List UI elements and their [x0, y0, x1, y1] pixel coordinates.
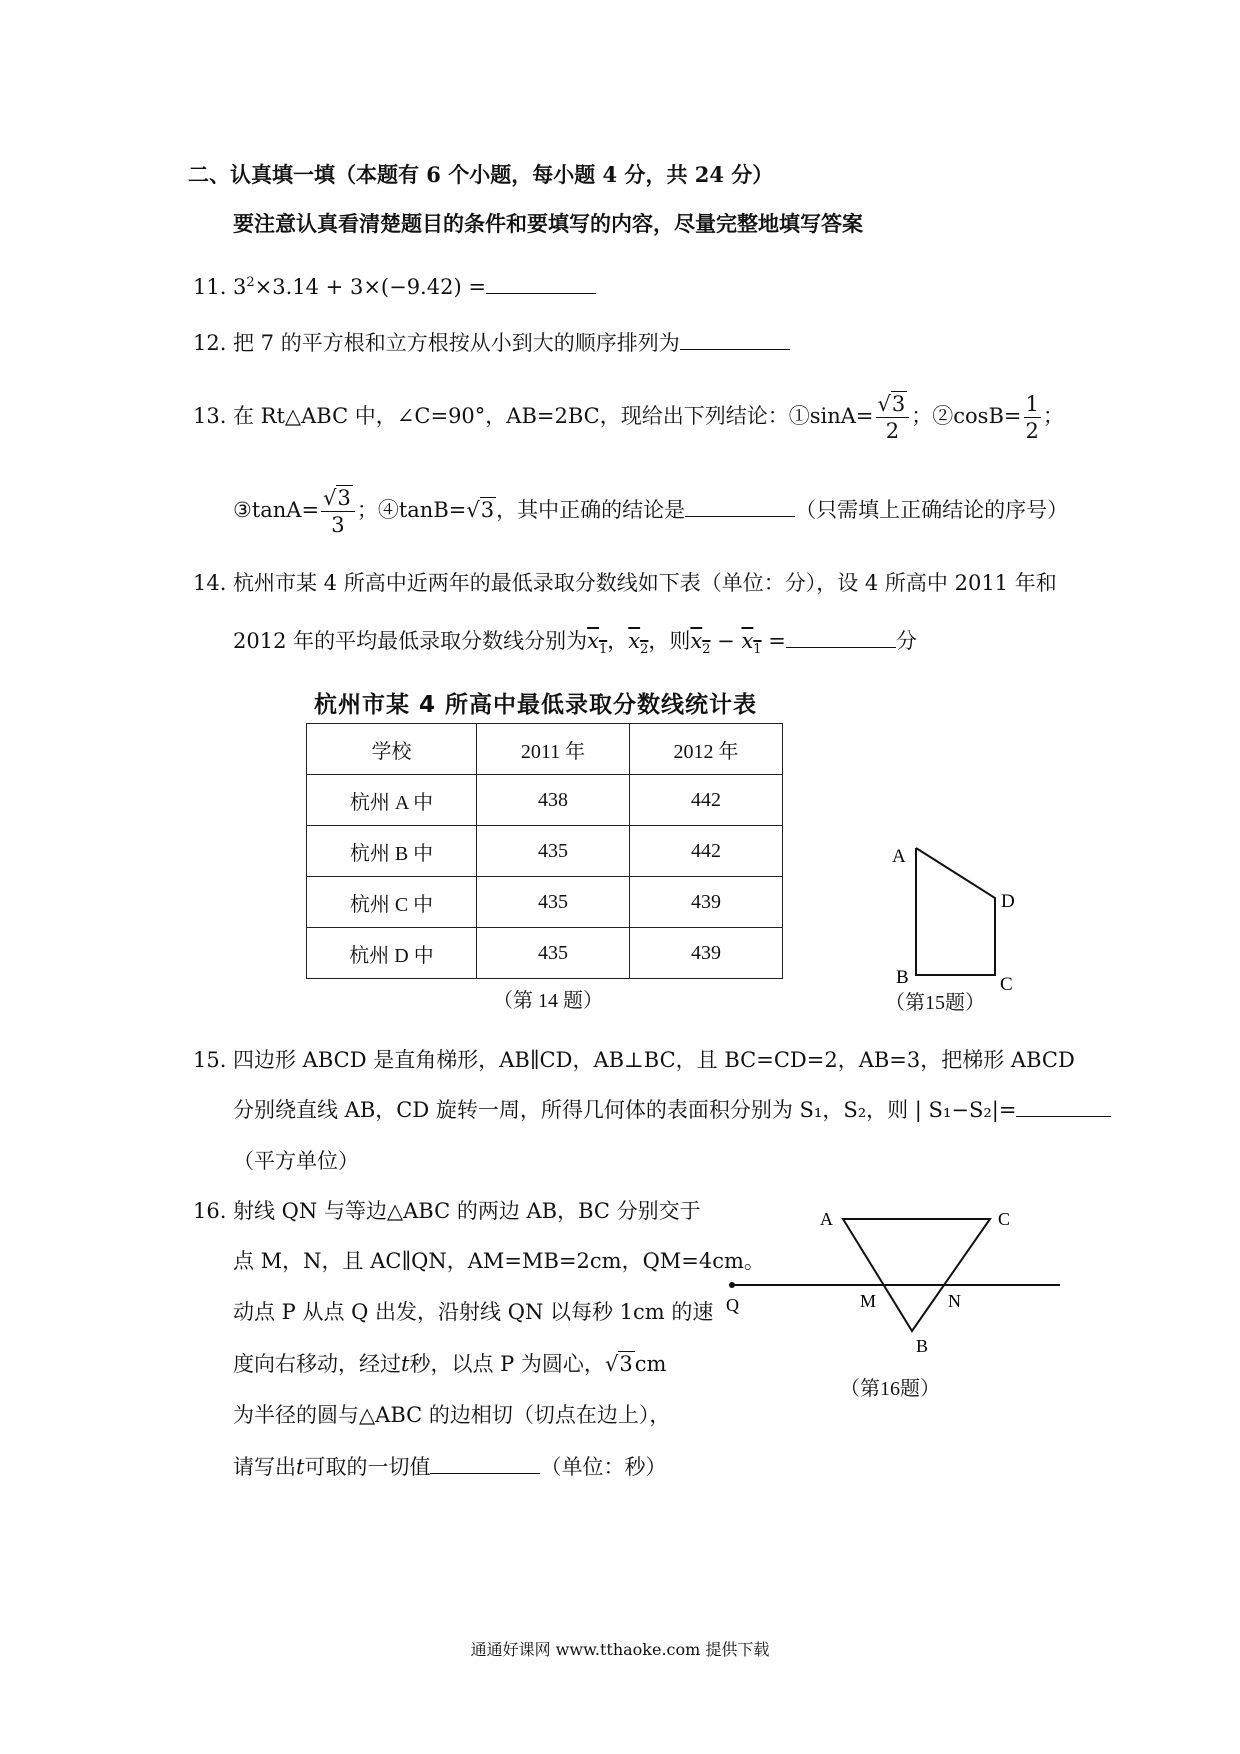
question-note: （只需填上正确结论的序号） — [795, 498, 1069, 522]
equals-sign: = — [761, 629, 786, 653]
table-header-row — [307, 724, 783, 775]
question-number: 14. — [193, 571, 227, 595]
question-number: 13. — [193, 404, 227, 428]
table-cell: 439 — [630, 928, 783, 979]
score-table — [306, 723, 783, 979]
table-cell: 438 — [477, 775, 630, 826]
vertex-label-c: C — [998, 1209, 1011, 1229]
question-text: 度向右移动，经过 — [233, 1352, 401, 1376]
vertex-label-a: A — [820, 1209, 833, 1229]
separator: ，则 — [648, 629, 691, 653]
vertex-label-c: C — [1000, 974, 1013, 995]
question-13-line2 — [233, 481, 1068, 539]
column-header: 2012 年 — [630, 724, 783, 775]
question-text: 射线 QN 与等边△ABC 的两边 AB，BC 分别交于 — [233, 1199, 701, 1223]
question-number: 11. — [193, 275, 227, 299]
vertex-label-b: B — [896, 967, 909, 988]
expression-exponent: 2 — [246, 275, 255, 290]
minus-sign: − — [710, 629, 742, 653]
fraction-1-over-2: $\frac{1}{2}$ — [1025, 392, 1039, 443]
conclusion-3-label: ③tanA= — [233, 498, 320, 522]
question-text: 杭州市某 4 所高中近两年的最低录取分数线如下表（单位：分），设 4 所高中 2011 年和 — [233, 571, 1057, 595]
question-text: 四边形 ABCD 是直角梯形，AB∥CD，AB⊥BC，且 BC=CD=2，AB=3，把梯形 ABCD — [233, 1048, 1075, 1072]
expression-base: 3 — [233, 275, 247, 299]
question-text: 在 Rt△ABC 中，∠C=90°，AB=2BC，现给出下列结论：①sinA= — [233, 404, 874, 428]
vertex-label-b: B — [916, 1336, 929, 1356]
figure-16-caption: （第16题） — [840, 1378, 940, 1400]
answer-blank[interactable] — [685, 496, 795, 517]
table-cell: 杭州 B 中 — [307, 826, 477, 877]
question-text: 把 7 的平方根和立方根按从小到大的顺序排列为 — [233, 331, 680, 355]
column-header: 学校 — [307, 724, 477, 775]
conclusion-2-label: ；②cosB= — [911, 404, 1022, 428]
column-header: 2011 年 — [477, 724, 630, 775]
table-cell: 435 — [477, 826, 630, 877]
fraction-sqrt3-over-3: $\frac{√3}{3}$ — [321, 485, 355, 538]
unit-label: （单位：秒） — [540, 1455, 667, 1479]
vertex-label-a: A — [892, 846, 906, 867]
sqrt-3: √3 — [604, 1352, 633, 1376]
question-text: 分别绕直线 AB，CD 旋转一周，所得几何体的表面积分别为 S₁，S₂，则 | S₁−S₂|= — [233, 1098, 1017, 1122]
answer-blank[interactable] — [786, 627, 896, 648]
question-14 — [193, 568, 1057, 598]
question-16-line3: 动点 P 从点 Q 出发，沿射线 QN 以每秒 1cm 的速 — [233, 1300, 714, 1324]
separator: ， — [607, 629, 629, 653]
conclusion-4-label: ；④tanB= — [356, 498, 467, 522]
mean-x1: $x_1$ — [741, 629, 762, 658]
variable-t: t — [296, 1455, 305, 1479]
table-cell: 442 — [630, 775, 783, 826]
table-cell: 435 — [477, 928, 630, 979]
table-cell: 杭州 C 中 — [307, 877, 477, 928]
table-row — [307, 826, 783, 877]
separator: ； — [1042, 404, 1064, 428]
question-text: 可取的一切值 — [304, 1455, 431, 1479]
answer-blank[interactable] — [430, 1453, 540, 1474]
question-15-line3: （平方单位） — [233, 1149, 359, 1173]
question-12 — [193, 328, 790, 358]
triangle-ray-figure — [720, 1205, 1070, 1365]
section-heading: 二、认真填一填（本题有 6 个小题，每小题 4 分，共 24 分） — [188, 162, 774, 187]
answer-blank[interactable] — [486, 273, 596, 294]
question-text: 秒，以点 P 为圆心， — [409, 1352, 605, 1376]
mean-x2: $x_2$ — [690, 629, 711, 658]
question-16 — [193, 1196, 701, 1226]
question-15-line2 — [233, 1095, 1111, 1125]
sqrt-3: √3 — [466, 498, 495, 522]
question-15 — [193, 1045, 1075, 1075]
figure-15-caption: （第15题） — [885, 992, 985, 1014]
question-16-line2: 点 M，N，且 AC∥QN，AM=MB=2cm，QM=4cm。 — [233, 1249, 765, 1273]
mean-x1: $x_1$ — [587, 629, 608, 658]
point-label-m: M — [860, 1291, 877, 1311]
question-text: 请写出 — [233, 1455, 296, 1479]
point-q — [729, 1282, 735, 1288]
expression-rest: ×3.14 + 3×(−9.42) = — [254, 275, 486, 299]
question-13 — [193, 387, 1064, 445]
table-row — [307, 877, 783, 928]
triangle-abc — [843, 1219, 990, 1331]
question-number: 12. — [193, 331, 227, 355]
question-14-line2 — [233, 626, 917, 665]
question-text: 2012 年的平均最低录取分数线分别为 — [233, 629, 588, 653]
answer-blank[interactable] — [680, 329, 790, 350]
table-cell: 439 — [630, 877, 783, 928]
variable-t: t — [401, 1352, 410, 1376]
question-number: 15. — [193, 1048, 227, 1072]
trapezoid-outline — [916, 848, 995, 975]
table-cell: 435 — [477, 877, 630, 928]
vertex-label-d: D — [1001, 891, 1015, 912]
unit-label: cm — [634, 1352, 667, 1376]
unit-label: 分 — [895, 629, 917, 653]
question-number: 16. — [193, 1199, 227, 1223]
table-title: 杭州市某 4 所高中最低录取分数线统计表 — [314, 692, 758, 718]
question-16-line6 — [233, 1452, 666, 1482]
point-label-n: N — [948, 1291, 961, 1311]
table-cell: 442 — [630, 826, 783, 877]
table-row — [307, 928, 783, 979]
question-11 — [193, 268, 596, 302]
point-label-q: Q — [726, 1295, 739, 1315]
table-caption: （第 14 题） — [493, 990, 603, 1012]
question-16-line4 — [233, 1349, 666, 1379]
table-row — [307, 775, 783, 826]
fraction-sqrt3-over-2: $\frac{√3}{2}$ — [876, 391, 910, 444]
table-cell: 杭州 A 中 — [307, 775, 477, 826]
question-text: ，其中正确的结论是 — [496, 498, 686, 522]
answer-blank[interactable] — [1016, 1096, 1111, 1117]
page-footer: 通通好课网 www.tthaoke.com 提供下载 — [470, 1640, 770, 1659]
table-cell: 杭州 D 中 — [307, 928, 477, 979]
question-16-line5: 为半径的圆与△ABC 的边相切（切点在边上）， — [233, 1403, 671, 1427]
section-instruction: 要注意认真看清楚题目的条件和要填写的内容，尽量完整地填写答案 — [233, 211, 863, 236]
mean-x2: $x_2$ — [628, 629, 649, 658]
